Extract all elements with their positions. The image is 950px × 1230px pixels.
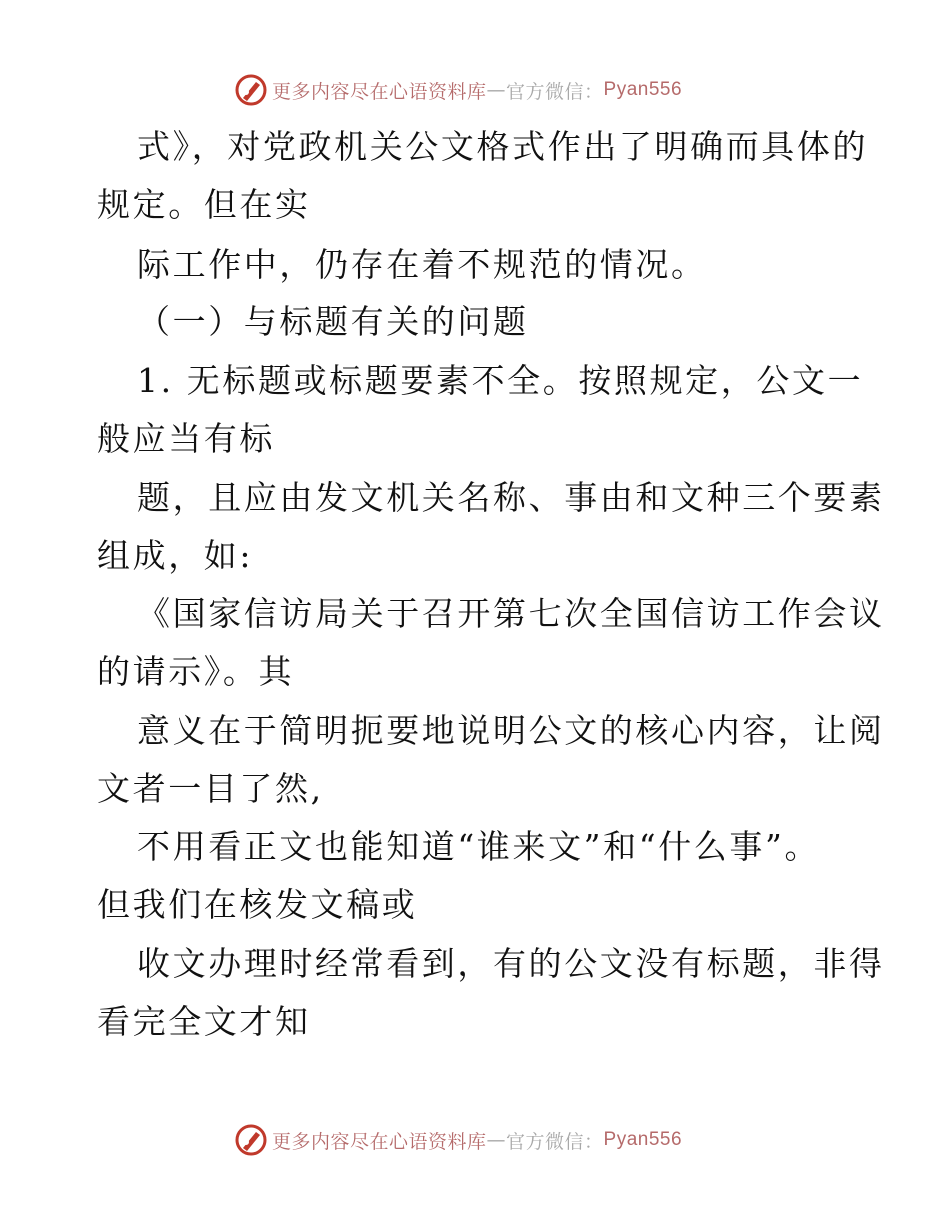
text-line: 但我们在核发文稿或 bbox=[97, 885, 418, 924]
section-heading: （一）与标题有关的问题 bbox=[137, 302, 529, 341]
text-line: 1. 无标题或标题要素不全。按照规定，公文一 bbox=[137, 361, 864, 400]
text-line: 收文办理时经常看到，有的公文没有标题，非得 bbox=[137, 944, 885, 983]
text-line: 式》，对党政机关公文格式作出了明确而具体的 bbox=[137, 127, 869, 166]
text-line: 际工作中，仍存在着不规范的情况。 bbox=[137, 245, 707, 284]
text-line: 不用看正文也能知道“谁来文”和“什么事”。 bbox=[137, 827, 821, 866]
text-line: 般应当有标 bbox=[97, 419, 275, 458]
text-line: 的请示》。其 bbox=[97, 652, 295, 691]
text-line: 《国家信访局关于召开第七次全国信访工作会议 bbox=[137, 594, 885, 633]
text-line: 组成，如: bbox=[97, 536, 254, 575]
text-line: 意义在于简明扼要地说明公文的核心内容，让阅 bbox=[137, 711, 885, 750]
pen-logo-icon bbox=[234, 1123, 268, 1157]
watermark-sub-text: 官方微信： bbox=[506, 80, 604, 103]
watermark-dash: — bbox=[486, 1129, 507, 1151]
watermark-main-text: 更多内容尽在心语资料库 bbox=[272, 1130, 487, 1153]
watermark-wechat-id: Pyan556 bbox=[603, 79, 683, 100]
watermark-sub-text: 官方微信： bbox=[506, 1130, 604, 1153]
watermark-wechat-id: Pyan556 bbox=[603, 1129, 683, 1150]
watermark-main-text: 更多内容尽在心语资料库 bbox=[272, 80, 487, 103]
watermark-dash: — bbox=[486, 79, 507, 101]
pen-logo-icon bbox=[234, 73, 268, 107]
text-line: 看完全文才知 bbox=[97, 1002, 311, 1041]
footer-watermark bbox=[234, 1122, 682, 1158]
text-line: 规定。但在实 bbox=[97, 185, 311, 224]
header-watermark bbox=[234, 72, 682, 108]
text-line: 文者一目了然, bbox=[97, 769, 324, 808]
text-line: 题，且应由发文机关名称、事由和文种三个要素 bbox=[137, 478, 885, 517]
